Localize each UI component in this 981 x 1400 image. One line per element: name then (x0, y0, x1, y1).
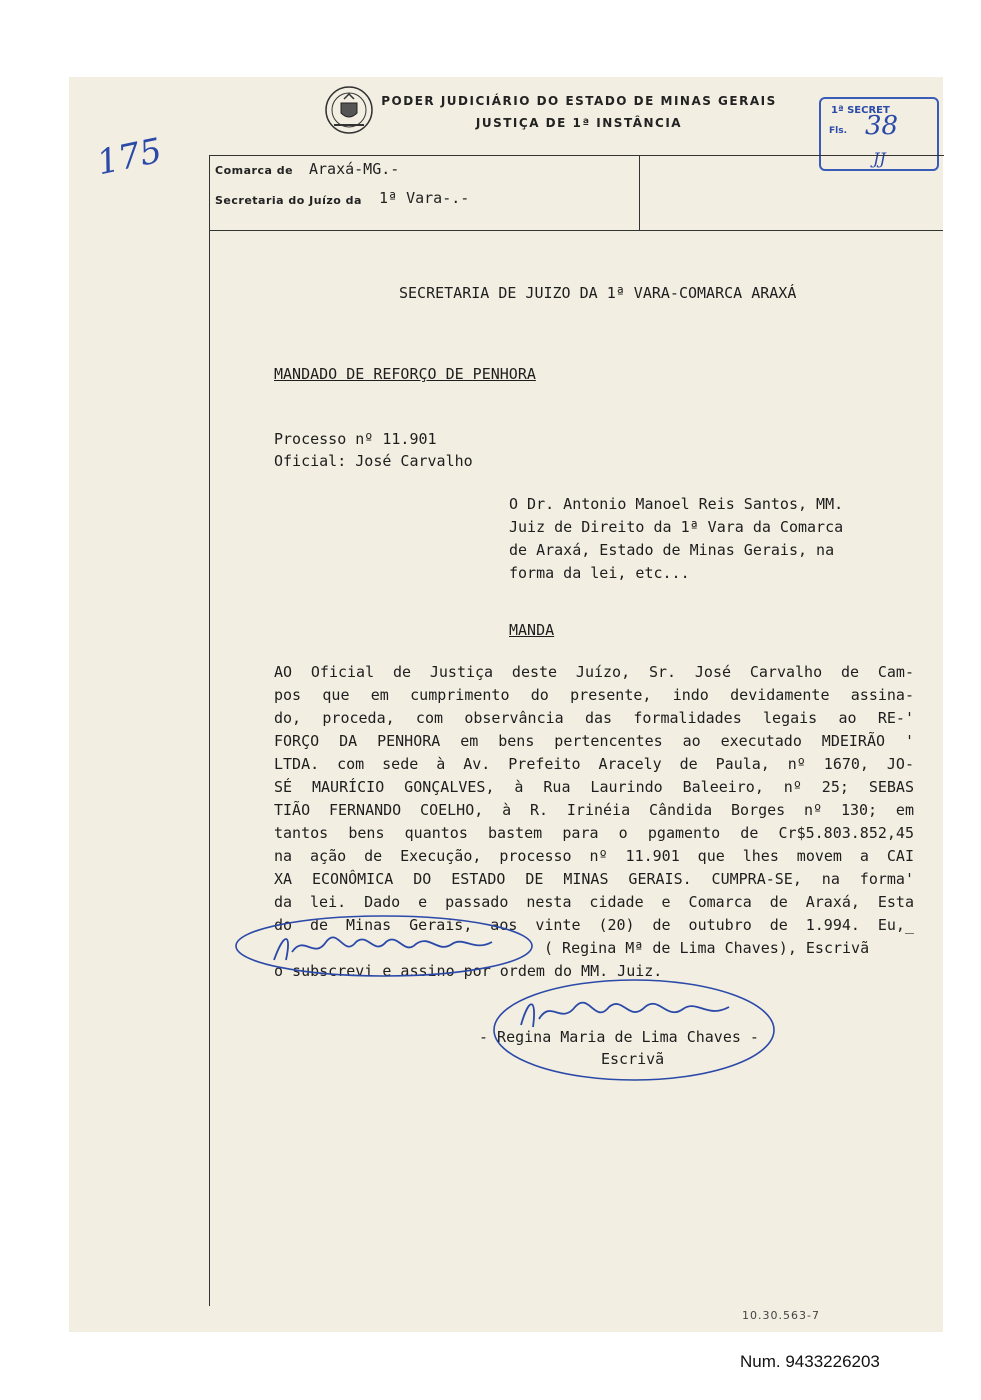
signatory-name: - Regina Maria de Lima Chaves - (479, 1028, 759, 1046)
document-title: MANDADO DE REFORÇO DE PENHORA (274, 365, 536, 383)
body-line: tantos bens quantos bastem para o pgamento de Cr$5.803.852,45 (274, 824, 914, 842)
document-heading: SECRETARIA DE JUIZO DA 1ª VARA-COMARCA ARAXÁ (399, 284, 797, 302)
stamp-label: 1ª SECRET (831, 105, 890, 116)
stamp-sub: JJ (873, 149, 886, 168)
header-instance: JUSTIÇA DE 1ª INSTÂNCIA (475, 116, 683, 130)
margin-page-annotation: 175 (93, 130, 166, 184)
body-line: pos que em cumprimento do presente, indo devidamente assina- (274, 686, 914, 704)
body-line: da lei. Dado e passado nesta cidade e Comarca de Araxá, Esta (274, 893, 914, 911)
comarca-value: Araxá-MG.- (309, 160, 400, 178)
body-line: XA ECONÔMICA DO ESTADO DE MINAS GERAIS. CUMPRA-SE, na forma' (274, 870, 914, 888)
judge-line-4: forma da lei, etc... (509, 564, 690, 582)
form-frame (209, 155, 944, 1306)
body-line: LTDA. com sede à Av. Prefeito Aracely de Paula, nº 1670, JO- (274, 755, 914, 773)
secretaria-label: Secretaria do Juízo da (215, 194, 362, 207)
signatory-role: Escrivã (601, 1050, 665, 1068)
form-code: 10.30.563-7 (742, 1309, 820, 1322)
comarca-label: Comarca de (215, 164, 294, 177)
document-number: Num. 9433226203 (740, 1352, 880, 1371)
body-line: do, proceda, com observância das formalidades legais ao RE-' (274, 709, 914, 727)
form-divider-vertical (639, 155, 640, 230)
body-line: do de Minas Gerais, aos vinte (20) de outubro de 1.994. Eu,_ (274, 916, 914, 934)
body-line: FORÇO DA PENHORA em bens pertencentes ao executado MDEIRÃO ' (274, 732, 914, 750)
body-line: ( Regina Mª de Lima Chaves), Escrivã (544, 939, 870, 957)
stamp-page-number: 38 (865, 111, 899, 141)
document-sheet (69, 77, 943, 1332)
body-line: SÉ MAURÍCIO GONÇALVES, à Rua Laurindo Baleeiro, nº 25; SEBAS (274, 778, 914, 796)
body-line: o subscrevi e assino por ordem do MM. Juiz. (274, 962, 663, 980)
header-court-name: PODER JUDICIÁRIO DO ESTADO DE MINAS GERAIS (381, 94, 777, 108)
body-line: na ação de Execução, processo nº 11.901 que lhes movem a CAI (274, 847, 914, 865)
coat-of-arms-icon (324, 85, 374, 135)
judge-line-3: de Araxá, Estado de Minas Gerais, na (509, 541, 835, 559)
stamp-page-label: Fls. (829, 126, 848, 136)
manda-heading: MANDA (509, 621, 555, 639)
clerk-signature-inline (234, 912, 544, 982)
judge-line-1: O Dr. Antonio Manoel Reis Santos, MM. (509, 495, 844, 513)
oficial-name: Oficial: José Carvalho (274, 452, 473, 470)
secretaria-value: 1ª Vara-.- (379, 189, 470, 207)
body-line: AO Oficial de Justiça deste Juízo, Sr. José Carvalho de Cam- (274, 663, 914, 681)
form-divider (209, 230, 943, 231)
body-line: TIÃO FERNANDO COELHO, à R. Irinéia Cândida Borges nº 130; em (274, 801, 914, 819)
judge-line-2: Juiz de Direito da 1ª Vara da Comarca (509, 518, 844, 536)
processo-number: Processo nº 11.901 (274, 430, 437, 448)
